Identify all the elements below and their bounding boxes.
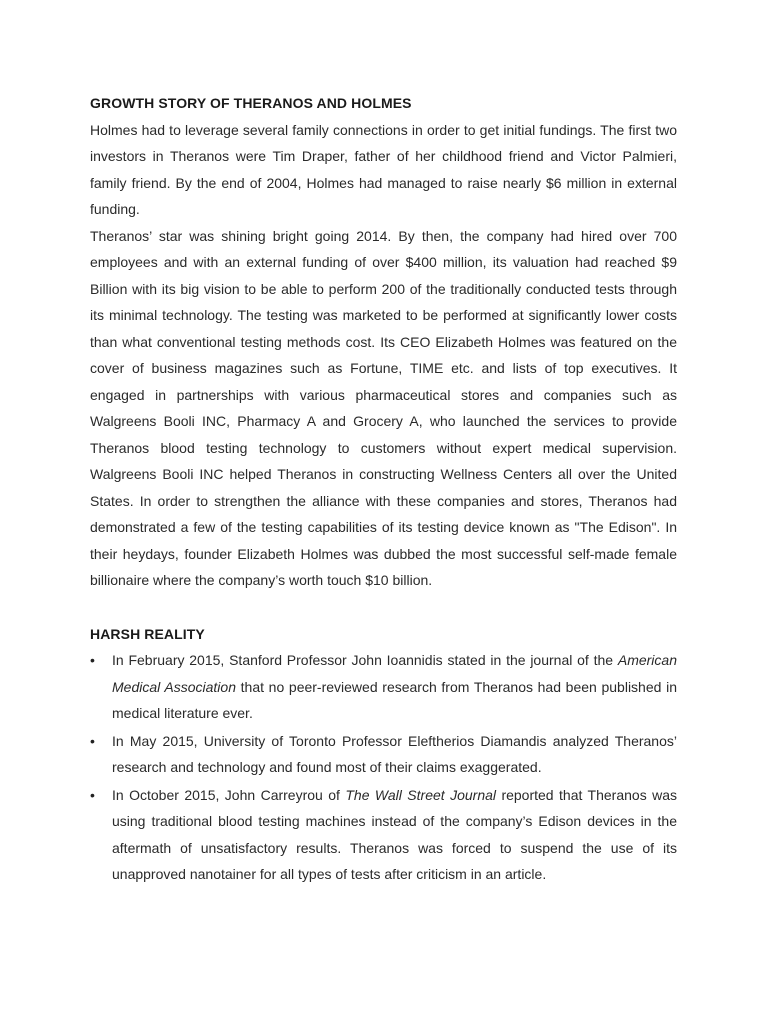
- document-page: [90, 90, 677, 889]
- bullet-icon: •: [90, 732, 95, 749]
- paragraph-valuation: Theranos’ star was shining bright going 2014. By then, the company had hired over 700 employees and with an external funding of over $400 million, its valuation had reached $9 Billion with its big vision to be able to perform 200 of the traditionally conducted tests through its minimal technology. The testing was marketed to be performed at significantly lower costs than what conventional testing methods cost. Its CEO Elizabeth Holmes was featured on the cover of business magazines such as Fortune, TIME etc. and lists of top executives. It engaged in partnerships with various pharmaceutical stores and companies such as Walgreens Booli INC, Pharmacy A and Grocery A, who launched the services to provide Theranos blood testing technology to customers without expert medical supervision. Walgreens Booli INC helped Theranos in constructing Wellness Centers all over the United States. In order to strengthen the alliance with these companies and stores, Theranos had demonstrated a few of the testing capabilities of its testing device known as "The Edison". In their heydays, founder Elizabeth Holmes was dubbed the most successful self-made female billionaire where the company’s worth touch $10 billion.: [90, 227, 677, 588]
- bullet-text-italic: The Wall Street Journal: [345, 786, 497, 803]
- bullet-text-pre: In May 2015, University of Toronto Professor Eleftherios Diamandis analyzed Theranos’ research and technology and found most of their claims exaggerated.: [112, 732, 677, 775]
- bullet-text-post: that no peer-reviewed research from Theranos had been published in medical literature ever.: [112, 678, 677, 721]
- paragraph-funding: Holmes had to leverage several family connections in order to get initial fundings. The first two investors in Theranos were Tim Draper, father of her childhood friend and Victor Palmieri, family friend. By the end of 2004, Holmes had managed to raise nearly $6 million in external funding.: [90, 121, 677, 217]
- bullet-text-italic: American Medical Association: [112, 652, 677, 695]
- bullet-icon: •: [90, 786, 95, 803]
- list-item: [90, 647, 677, 727]
- bullet-text-pre: In February 2015, Stanford Professor John Ioannidis stated in the journal of the: [112, 652, 618, 668]
- bullet-icon: •: [90, 652, 95, 668]
- bullet-text-pre: In October 2015, John Carreyrou of: [112, 786, 346, 803]
- section-spacer: [90, 594, 677, 621]
- bullet-text-post: reported that Theranos was using traditional blood testing machines instead of the company’s Edison devices in the aftermath of unsatisfactory results. Theranos was forced to suspend the use of its unapproved nanotainer for all types of tests after criticism in an article.: [112, 786, 678, 882]
- list-item: [90, 728, 677, 781]
- section-heading-harsh-reality: HARSH REALITY: [90, 625, 205, 642]
- list-item: [90, 782, 677, 888]
- section-heading-growth-story: GROWTH STORY OF THERANOS AND HOLMES: [90, 95, 412, 111]
- bullet-list: [90, 647, 677, 888]
